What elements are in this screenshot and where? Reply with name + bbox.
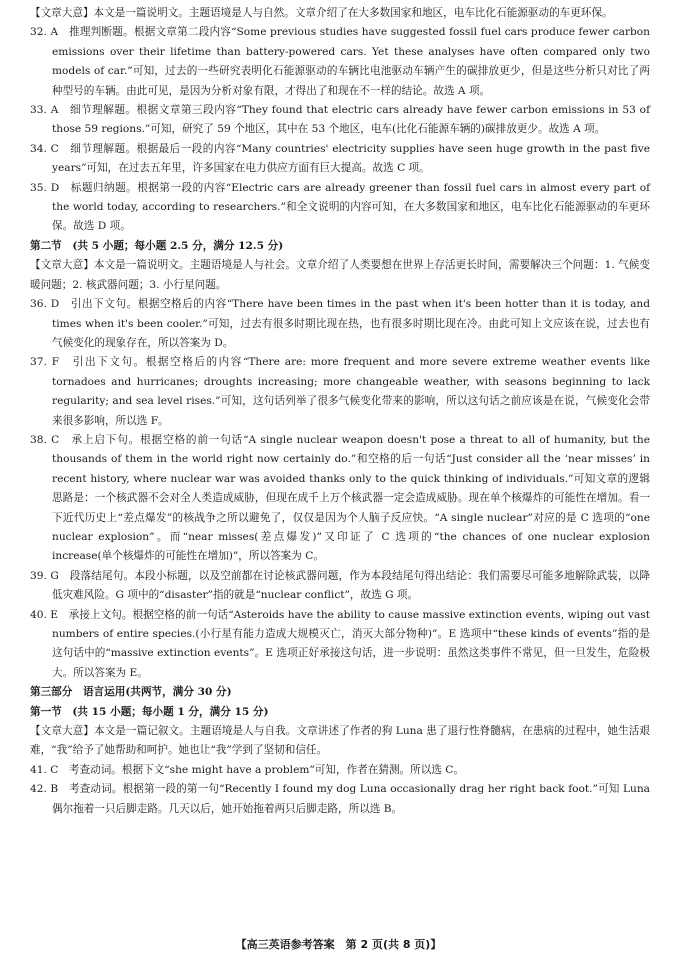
page-footer: 【高三英语参考答案 第 2 页(共 8 页)】: [235, 938, 442, 951]
section-heading: 第二节 (共 5 小题；每小题 2.5 分，满分 12.5 分): [30, 239, 284, 252]
section-heading: 第三部分 语言运用(共两节，满分 30 分): [30, 686, 232, 699]
answer-item: 33. A 细节理解题。根据文章第三段内容“They found that electric cars already have fewer carbon emissions in 53 of those 59 regions.”可知，研究了 59 个地区，其中在 53 个地区，电车(比化石能源车辆的)碳排放更少。故选 A 项。: [30, 104, 650, 136]
answer-item: 39. G 段落结尾句。本段小标题，以及空前都在讨论核武器问题，作为本段结尾句得出结论：我们需要尽可能多地解除武装，以降低灾难风险。G 项中的“disaster”指的就是“nuclear conflict”，故选 G 项。: [30, 569, 650, 602]
passage-summary: 【文章大意】本文是一篇记叙文。主题语境是人与自我。文章讲述了作者的狗 Luna 患了退行性脊髓病，在患病的过程中，她生活艰难，“我”给予了她帮助和呵护。她也让“我”学到了坚韧和信任。: [30, 725, 650, 757]
answer-item: 42. B 考查动词。根据第一段的第一句“Recently I found my dog Luna occasionally drag her right back foot.”可知 Luna 偶尔拖着一只后脚走路。几天以后，她开始拖着两只后脚走路，所以选 B。: [30, 783, 650, 815]
answer-item: 41. C 考查动词。根据下文“she might have a problem”可知，作者在猜测。所以选 C。: [30, 763, 464, 776]
answer-item: 38. C 承上启下句。根据空格的前一句话“A single nuclear weapon doesn't pose a threat to all of humanity, but the thousands of them in the world right now certainly do.”和空格的后一句话“Just consider all the ‘near misses’ in recent history, where nuclear war was avoided thanks only to the quick thinking of individuals.”可知文章的逻辑思路是：一个核武器不会对全人类造成威胁，但现在成千上万个核武器一定会造成威胁。现在单个核爆炸的可能性在增加。看一下近代历史上“差点爆发”的核战争之所以避免了，仅仅是因为个人脑子反应快。“A single nuclear”对应的是 C 选项的“one nuclear explosion”。而“near misses(差点爆发)”又印证了 C 选项的“the chances of one nuclear explosion increase(单个核爆炸的可能性在增加)”，所以答案为 C。: [30, 433, 650, 563]
answer-content: [30, 4, 650, 819]
section-heading: 第一节 (共 15 小题；每小题 1 分，满分 15 分): [30, 705, 269, 718]
answer-item: 34. C 细节理解题。根据最后一段的内容“Many countries' electricity supplies have seen huge growth in the past five years”可知，在过去五年里，许多国家在电力供应方面有巨大提高。故选 C 项。: [30, 142, 650, 175]
answer-item: 32. A 推理判断题。根据文章第二段内容“Some previous studies have suggested fossil fuel cars produce fewer carbon emissions over their lifetime than battery-powered cars. Yet these analyses have often compared only two models of car.”可知，过去的一些研究表明化石能源驱动的车辆比电池驱动车辆产生的碳排放更少，但是这些分析只对比了两种型号的车辆。由此可见，是因为分析对象有限，才得出了和现在不一样的结论。故选 A 项。: [30, 26, 650, 97]
answer-item: 36. D 引出下文句。根据空格后的内容“There have been times in the past when it's been hotter than it is today, and times when it's been cooler.”可知，过去有很多时期比现在热，也有很多时期比现在冷。由此可知上文应该在说，过去也有气候变化的现象存在，所以答案为 D。: [30, 298, 650, 349]
passage-summary: 【文章大意】本文是一篇说明文。主题语境是人与自然。文章介绍了在大多数国家和地区，电车比化石能源驱动的车更环保。: [30, 7, 613, 19]
answer-item: 37. F 引出下文句。根据空格后的内容“There are: more frequent and more severe extreme weather events like tornadoes and hurricanes; droughts increasing; more changeable weather, with seasons beginning to lack regularity; and sea level rises.”可知，这句话列举了很多气候变化带来的影响，所以这句话之前应该是在说，气候变化会带来很多影响，所以选 F。: [30, 356, 650, 427]
answer-item: 40. E 承接上文句。根据空格的前一句话“Asteroids have the ability to cause massive extinction events, wiping out vast numbers of entire species.(小行星有能力造成大规模灭亡，消灭大部分物种)”。E 选项中“these kinds of events”指的是这句话中的“massive extinction events”。E 选项正好承接这句话，进一步说明：虽然这类事件不常见，但一旦发生，危险极大。所以答案为 E。: [30, 608, 650, 679]
passage-summary: 【文章大意】本文是一篇说明文。主题语境是人与社会。文章介绍了人类要想在世界上存活更长时间，需要解决三个问题：1. 气候变暖问题；2. 核武器问题；3. 小行星问题。: [30, 259, 650, 291]
answer-item: 35. D 标题归纳题。根据第一段的内容“Electric cars are already greener than fossil fuel cars in almost every part of the world today, according to researchers.”和全文说明的内容可知，在大多数国家和地区，电车比化石能源驱动的车更环保。故选 D 项。: [30, 181, 650, 233]
